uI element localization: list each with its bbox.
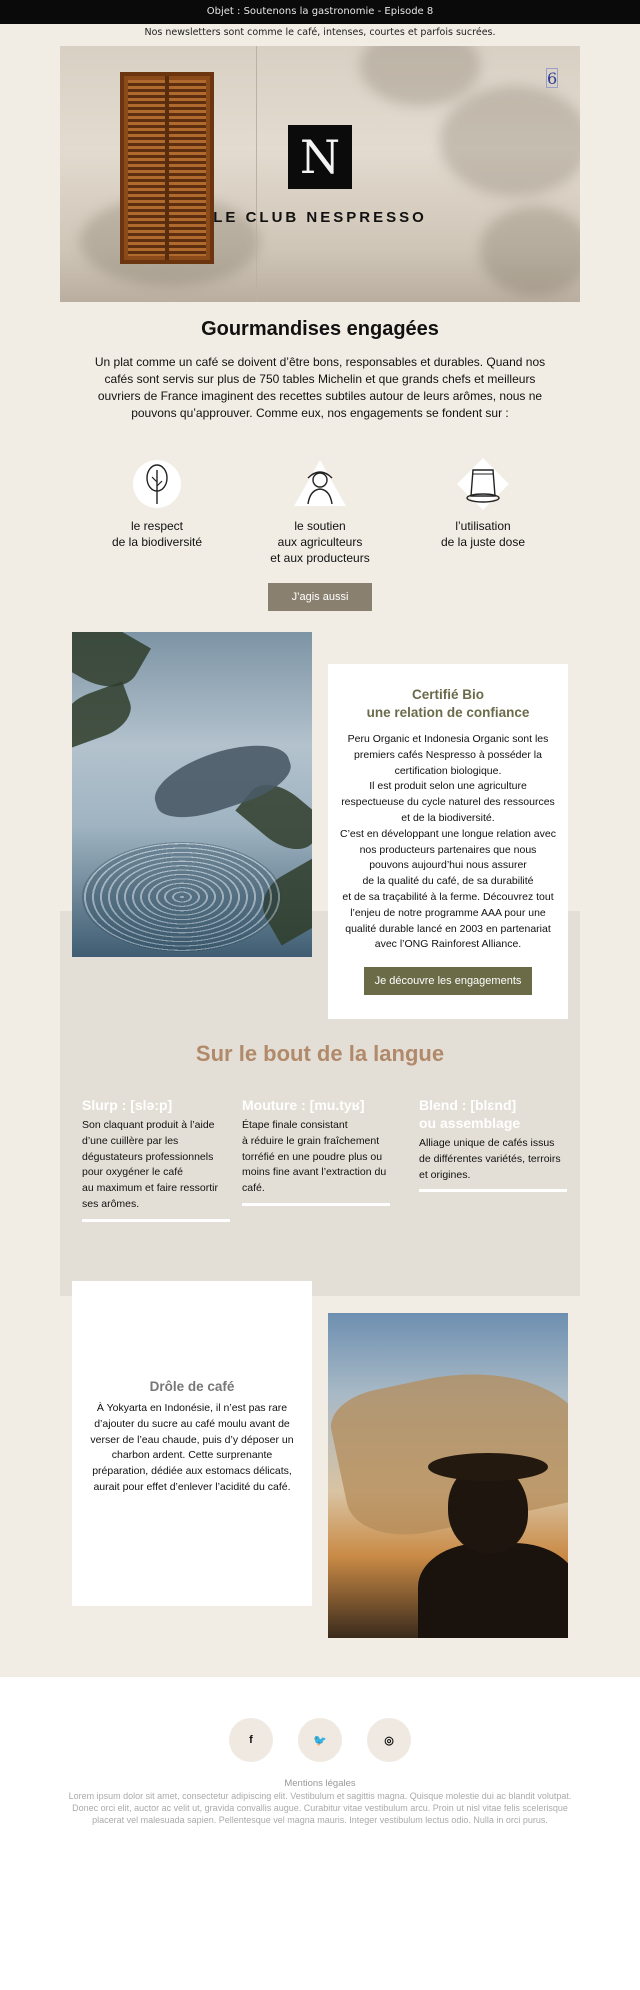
term-blend [419, 1096, 567, 1192]
hero-banner [60, 46, 580, 302]
commitment-label: le respect de la biodiversité [111, 519, 203, 549]
commitment-biodiversity [82, 456, 232, 550]
tree-icon [129, 456, 185, 512]
capsule-icon [455, 456, 511, 512]
section-title: Gourmandises engagées [201, 318, 439, 340]
term-text: Alliage unique de cafés issus de différentes variétés, terroirs et origines. [419, 1137, 561, 1181]
newsletter-tagline: Nos newsletters sont comme le café, intenses, courtes et parfois sucrées. [144, 27, 496, 38]
nespresso-logo: N [288, 125, 352, 189]
term-title: Blend : [blɛnd] ou assemblage [419, 1097, 521, 1131]
sunset-silhouette-photo [328, 1313, 568, 1638]
divider [419, 1189, 567, 1192]
commitment-label: l’utilisation de la juste dose [440, 519, 526, 549]
term-text: Étape finale consistant à réduire le grain fraîchement torréfié en une poudre plus ou moins fine avant l’extraction du café. [242, 1119, 387, 1195]
email-subject: Objet : Soutenons la gastronomie - Episode 8 [206, 6, 434, 17]
commitment-dose [408, 456, 558, 550]
term-text: Son claquant produit à l’aide d’une cuillère par les dégustateurs professionnels pour oxygéner le café au maximum et faire ressortir ses arômes. [82, 1119, 218, 1210]
act-button[interactable]: J’agis aussi [268, 583, 372, 611]
water-hand-photo [72, 632, 312, 957]
twitter-icon[interactable]: 🐦 [298, 1718, 342, 1762]
divider [242, 1203, 390, 1206]
commitment-label: le soutien aux agriculteurs et aux producteurs [270, 519, 370, 565]
footer [0, 1677, 640, 1990]
term-mouture [242, 1096, 390, 1206]
legal-notice-link[interactable]: Mentions légales [284, 1778, 356, 1789]
legal-text: Lorem ipsum dolor sit amet, consectetur adipiscing elit. Vestibulum et sagittis magna. Quisque molestie dui ac blandit volutpat. Donec orci elit, auctor ac velit ut, gravida convallis augue. Curabitur vitae vestibulum arcu. Proin ut nisl vitae felis scelerisque placerat vel malesuada sapien. Pellentesque vel magna mauris. Integer vestibulum lectus odio. Nulla in orci purus. [68, 1791, 572, 1825]
bio-card [328, 664, 568, 1019]
facebook-icon[interactable]: f [229, 1718, 273, 1762]
tasting-title: Sur le bout de la langue [195, 1041, 445, 1066]
term-title: Mouture : [mu.tyʁ] [242, 1097, 365, 1113]
club-name: LE CLUB NESPRESSO [213, 209, 427, 226]
number-badge: 6 [547, 69, 558, 88]
commitment-farmers [245, 456, 395, 566]
fun-fact-text: À Yokyarta en Indonésie, il n’est pas rare d’ajouter du sucre au café moulu avant de verser de l’eau chaude, puis d’y déposer un charbon ardent. Cette surprenante préparation, dédiée aux estomacs délicats, aurait pour effet d’enlever l’acidité du café. [90, 1402, 294, 1493]
divider [82, 1219, 230, 1222]
intro-text: Un plat comme un café se doivent d’être bons, responsables et durables. Quand nos cafés sont servis sur plus de 750 tables Michelin et que grands chefs et meilleurs ouvriers de France imaginent des recettes subtiles autour de leurs arômes, nous ne pouvons qu’approuver. Comme eux, nos engagements se fondent sur : [94, 355, 546, 420]
farmer-icon [292, 456, 348, 512]
instagram-icon[interactable]: ◎ [367, 1718, 411, 1762]
term-slurp [82, 1096, 230, 1222]
bio-card-text: Peru Organic et Indonesia Organic sont les premiers cafés Nespresso à posséder la certification biologique. Il est produit selon une agriculture respectueuse du cycle naturel des ressources et de la biodiversité. C’est en développant une longue relation avec nos producteurs partenaires que nous pouvons aujourd’hui nous assurer de la qualité du café, de sa durabilité et de sa traçabilité à la ferme. Découvrez tout l’enjeu de notre programme AAA pour une qualité durable lancé en 2003 en partenariat avec l’ONG Rainforest Alliance. [340, 733, 556, 951]
window-shutter [120, 72, 214, 264]
fun-fact-card [72, 1281, 312, 1606]
term-title: Slurp : [slə:p] [82, 1097, 173, 1113]
email-subject-bar [0, 0, 640, 24]
fun-fact-title: Drôle de café [149, 1379, 235, 1394]
bio-card-title: Certifié Bio une relation de confiance [366, 687, 530, 720]
discover-commitments-button[interactable]: Je découvre les engagements [364, 967, 532, 995]
